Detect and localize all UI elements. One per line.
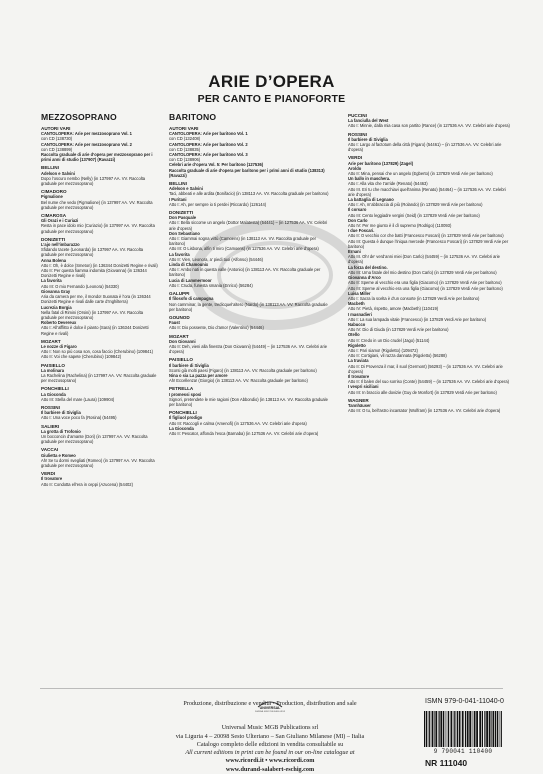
aria-entry: Atto II: Condotta ell’era in ceppi (Azucena) (54402) [41, 481, 133, 487]
aria-entry: Atto I: Non so più cosa son, cosa faccio (Cherubino) (109841) [41, 349, 153, 355]
aria-entry: Atto I: Minnie, dalla mia casa son partito (Rance) (in 127536 AA. VV. Celebri arie d’opera) [348, 123, 510, 129]
composer-name: AUTORI VARI [41, 126, 71, 131]
barcode-bar [434, 711, 435, 747]
aria-entry: Signori, pretendete le mie ragioni (Don Abbondio) (in 138113 AA. VV. Raccolta graduale per baritono) [169, 396, 328, 407]
work-title: Giovanna d’Arco [348, 275, 381, 281]
composer-name: GALUPPI [169, 291, 190, 297]
universal-logo-icon [255, 699, 285, 713]
aria-entry: con CD (138899) [41, 146, 73, 152]
aria-entry: Ah! Eccellenza! (Giorgio) (in 138113 AA. VV. Raccolta graduale per baritono) [169, 378, 308, 384]
barcode-bar [435, 711, 437, 747]
work-title: Ernani [348, 249, 361, 255]
aria-entry: Atto III: Raccogli e calma (Amenofi) (in 127536 AA. VV. Celebri arie d’opera) [169, 420, 307, 426]
aria-entry: Atto IV: Dio di Giuda (in 137829 Verdi Arie per baritono) [348, 327, 449, 333]
column-mezzosoprano [41, 110, 159, 487]
aria-entry: Atto III: O Lisbona, alfin ti miro (Camoens) (in 127536 AA. VV. Celebri arie d’opera) [169, 246, 319, 252]
aria-entry: Atto II: Credo in un Dio crudel (Jago) (51144) [348, 337, 430, 343]
aria-entry: Atto III: Speme al vecchio era una figlia (Giacomo) (in 137829 Verdi Arie per baritono) [348, 285, 503, 291]
composer-name: BELLINI [169, 181, 187, 187]
barcode-bar [462, 711, 464, 747]
composer-name: ROSSINI [348, 131, 367, 137]
voice-heading: BARITONO [169, 112, 217, 122]
aria-list [169, 126, 330, 436]
aria-entry: Atto I: Giammai sogna virtù (Camoens) (in 138113 AA. VV. Raccolta graduale per baritono) [169, 236, 316, 247]
aria-entry: Atto I: Oh, è dolce (Smeton) (in 136344 Donizetti Regine e rivali) [41, 262, 158, 268]
work-title: Nabucco [348, 321, 366, 327]
barcode-bar [429, 711, 430, 747]
work-title: La forza del destino. [348, 264, 388, 270]
column-baritono [169, 110, 330, 436]
barcode-bar [495, 711, 496, 747]
work-title: La traviata [348, 358, 369, 364]
barcode-bar [501, 711, 502, 747]
barcode-bar [467, 711, 469, 747]
composer-name: PAISIELLO [41, 362, 65, 368]
composer-name: BELLINI [41, 165, 59, 171]
composer-name: VERDI [41, 471, 56, 477]
aria-entry: Atto II: Dio possente, Dio d’amor (Valentino) (54446) [169, 325, 264, 331]
barcode-bar [476, 711, 478, 747]
work-title: Il trovatore [41, 476, 63, 482]
composer-name: VACCAI [41, 447, 59, 453]
aria-entry: Atto I: La sua lampada vitale (Francesco) (in 137829 Verdi Arie per baritono) [348, 316, 487, 322]
composer-name: AUTORI VARI [169, 126, 199, 131]
work-title: Raccolta graduale di arie d’opera per mezzosoprano per i primi anni di studio (137907) (Ravazzi) [41, 152, 153, 163]
composer-name: PUCCINI [348, 113, 367, 118]
work-title: Il corsaro [348, 207, 367, 213]
work-title: Il figliuol prodigo [169, 415, 203, 421]
composer-name: MOZART [169, 333, 189, 339]
barcode-bar [443, 711, 444, 747]
aria-entry: Atto IV: Per me giunto è il dì supremo (Rodrigo) (110093) [348, 223, 452, 229]
barcode-bar [428, 711, 429, 747]
production-line: Produzione, distribuzione e vendita • Production, distribution and sale [183, 700, 357, 707]
aria-entry: Bel nume che vedo (Pigmalione) (in 137997 AA. VV. Raccolta graduale per mezzosoprano) [41, 199, 153, 210]
aria-entry: Atto III. Oh! de’ verd’anni miei (Don Carlo) (54459) – (in 127536 AA. VV. Celebri arie d’opera) [348, 254, 500, 265]
composer-name: GOUNOD [169, 314, 190, 320]
aria-entry: Atto III: O tu, bell’astro incantator (Wolfram) (in 127536 AA. VV. Celebri arie d’opera) [348, 408, 501, 414]
work-title: La grotta di Trofonio [41, 428, 81, 434]
publisher-name: Universal Music MGB Publications srl [221, 724, 319, 732]
aria-entry: Resta in pace idolo mio (Curiazio) (in 137997 AA. VV. Raccolta graduale per mezzosoprano) [41, 223, 155, 234]
work-title: Il barbiere di Siviglia [41, 410, 81, 416]
work-title: La favorita [169, 251, 190, 257]
work-title: Un ballo in maschera. [348, 176, 391, 182]
aria-entry: Atto I: Ah, per sempre io ti perdei (Riccardo) (126144) [169, 201, 267, 207]
aria-entry: Atto I: All’afflitto è dolce il pianto (Sara) (in 136344 Donizetti Regine e rivali) [41, 325, 149, 336]
catalog-number: NR 111040 [425, 758, 468, 768]
aria-entry: Aria da camera per me, il mondo! Suonata è l’ora (in 136344 Donizetti Regine e rivali dalle carte d’Inghilterra) [41, 294, 151, 305]
work-title: Don Pasquale [169, 215, 197, 221]
barcode-bar [491, 711, 492, 747]
work-title: Don Carlo [348, 217, 368, 223]
work-title: La Gioconda [169, 425, 194, 431]
work-title: Giovanna Gray [41, 288, 71, 294]
aria-entry: Atto II: Deh, vieni alla finestra (Don Giovanni) (54449) – (in 127536 AA. VV. Celebri arie d’opera) [169, 343, 327, 355]
barcode-bar [424, 711, 425, 747]
barcode-bar [493, 711, 495, 747]
aria-entry: Ah! Se tu dormi svegliati (Romeo) (in 137997 AA. VV. Raccolta graduale per mezzosoprano) [41, 457, 155, 468]
work-title: Lucrezia Borgia [41, 304, 72, 310]
work-title: Aroldo [348, 165, 362, 171]
aria-entry: Atto III: In braccio alle dovizie (Guy de Monfort) (in 137829 Verdi Arie per baritono) [348, 389, 497, 395]
work-title: Adelson e Salvini [169, 186, 203, 192]
work-title: Il trovatore [348, 373, 370, 379]
aria-entry: Atto I: Largo al factotum della città (Figaro) (54461) – (in 127536 AA. VV. Celebri arie d’opera) [348, 142, 502, 153]
aria-entry: Atto I: Una voce poco fa (Rosina) (54495) [41, 415, 117, 421]
barcode-bar [497, 711, 498, 747]
work-title: Adelson e Salvini [41, 170, 75, 176]
aria-entry: Atto I: Alla vita che t’arride (Renato) (54463) [348, 181, 428, 187]
composer-name: DONIZETTI [169, 210, 194, 216]
work-title: La molinara [41, 367, 64, 373]
aria-entry: Un bocconcin d’amante (Dori) (in 137997 AA. VV. Raccolta graduale per mezzosoprano) [41, 433, 148, 445]
work-title: La favorita [41, 278, 62, 284]
work-title: I due Foscari. [348, 228, 375, 234]
work-title: CANTOLOPERA: Arie per baritono Vol. 3 [169, 152, 248, 158]
catalog-note-en: All current editions in print can be found in our on-line catalogue at [185, 749, 355, 757]
barcode-bar [451, 711, 453, 747]
work-title: Don Giovanni [169, 338, 196, 344]
work-title: Giulietta e Romeo [41, 452, 76, 458]
work-title: CANTOLOPERA: Arie per baritono Vol. 1 [169, 131, 248, 137]
composer-name: WAGNER [348, 397, 369, 403]
aria-list [348, 113, 510, 413]
work-title: Pigmalione [41, 194, 63, 200]
composer-name: PONCHIELLI [169, 410, 197, 416]
column-baritono-continued [348, 110, 510, 413]
publisher-address: via Liguria 4 – 20098 Sesto Ulteriano – San Giuliano Milanese (MI) – Italia [175, 732, 365, 740]
aria-entry: con CD (138835) [169, 146, 201, 152]
barcode-icon [420, 709, 506, 749]
voice-heading: MEZZOSOPRANO [41, 112, 117, 122]
aria-entry: Atto III: O mio Fernando (Leonora) (54330) [41, 283, 119, 289]
barcode-bar [459, 711, 461, 747]
work-title: Nina o sia La pazza per amore [169, 372, 228, 378]
barcode-digits: 9 790041 110400 [433, 748, 493, 755]
barcode-bar [439, 711, 440, 747]
aria-entry: con CD (138730) [41, 136, 73, 142]
ismn-code: ISMN 979-0-041-11040-0 [425, 698, 504, 705]
composer-name: ROSSINI [41, 404, 60, 410]
barcode-bar [472, 711, 473, 747]
aria-entry: Atto II: Vien, Leonora, a’ piedi tuoi (Alfonso) (54446) [169, 256, 263, 262]
barcode-bar [457, 711, 458, 747]
barcode-bar [447, 711, 448, 747]
work-title: Gli Orazi e i Curiazi [41, 218, 79, 224]
work-title: Arie per baritono (137829) (Zagel) [348, 160, 414, 166]
work-title: Raccolta graduale di arie d’opera per baritono per i primi anni di studio (138313) (Ravazzi) [169, 167, 325, 178]
work-title: CANTOLOPERA: Arie per mezzosoprano Vol. 1 [41, 131, 132, 137]
aria-entry: Atto II: Speme al vecchio era una figlia (Giacomo) (in 137829 Verdi Arie per baritono) [348, 280, 502, 286]
work-title: Lucia di Lammermoor [169, 277, 212, 283]
aria-entry: Atto II: Di Provenza il mar, il suol (Germont) (56293) – (in 127536 AA. VV. Celebri arie d’opera) [348, 363, 503, 374]
work-title: CANTOLOPERA: Arie per baritono Vol. 2 [169, 141, 248, 147]
composer-name: PETRELLA [169, 386, 194, 392]
composer-name: CIMAROSA [41, 213, 67, 219]
barcode-bar [426, 711, 427, 747]
work-title: Anna Bolena [41, 257, 67, 263]
barcode-bar [454, 711, 455, 747]
aria-entry: Atto I: Bella siccome un angelo (Dottor Malatesta) (54441) – (in 127536 AA. VV. Celebri arie d’opera) [169, 220, 328, 231]
aria-entry: Atto III: Questa è dunque l’iniqua mercede (Francesco Foscari) (in 137829 Verdi Arie per baritono) [348, 238, 509, 249]
composer-name: VERDI [348, 155, 363, 161]
aria-entry: Atto II: Per questa fiamma indomita (Giovanna) (in 136344 Donizetti Regine e rivali) [41, 268, 147, 279]
aria-entry: Taci, abbeati e alle ardita (Bonifacio) (in 138113 AA. VV. Raccolta graduale per baritono) [169, 191, 329, 197]
composer-name: SALIERI [41, 423, 60, 429]
barcode-bar [499, 711, 500, 747]
aria-entry: Atto I: Ah, m’abbraccia di più (Rolando) (in 137829 Verdi Arie per baritono) [348, 202, 483, 208]
aria-entry: Dopo l’oscuro nembo (Nelly) (in 137997 AA. VV. Raccolta graduale per mezzosoprano) [41, 175, 146, 187]
barcode-bar [456, 711, 457, 747]
work-title: Le nozze di Figaro [41, 343, 77, 349]
barcode-bar [448, 711, 449, 747]
aria-entry: Sfidando tacete (Leonarda) (in 137997 AA. VV. Raccolta graduale per mezzosoprano) [41, 247, 144, 258]
aria-entry: con CD (132408) [169, 136, 201, 142]
aria-entry: Atto II: O vecchio cor che batti (Francesco Foscari) (in 137829 Verdi Arie per baritono) [348, 233, 504, 239]
work-title: I vespri siciliani [348, 384, 379, 390]
work-title: Luisa Miller [348, 290, 371, 296]
page-title: ARIE D’OPERA [208, 72, 335, 91]
aria-entry: La Rachelina (Rachelina) (in 137997 AA. VV. Raccolta graduale per mezzosoprano) [41, 372, 157, 384]
composer-name: DONIZETTI [41, 236, 66, 242]
page-subtitle: PER CANTO E PIANOFORTE [197, 93, 346, 105]
aria-entry: Atto II: Il balen del suo sorriso (Conte) (54459) – (in 127536 AA. VV. Celebri arie d’opera) [348, 379, 509, 385]
work-title: I masnadieri [348, 311, 372, 317]
composer-name: PONCHIELLI [41, 386, 69, 392]
aria-entry: Atto I: Ambo nati in questa valle (Antonio) (in 138113 AA. VV. Raccolta graduale per baritono) [169, 267, 321, 278]
work-title: La Gioconda [41, 391, 66, 397]
barcode-bar [482, 711, 483, 747]
barcode-bar [465, 711, 466, 747]
website-link-1[interactable]: www.ricordi.it • www.ricordi.com [225, 757, 315, 765]
aria-list [41, 126, 159, 487]
barcode-bar [486, 711, 488, 747]
work-title: Linda di Chamounix [169, 262, 209, 268]
work-title: Don Sebastiano [169, 230, 200, 236]
work-title: Otello [348, 332, 360, 338]
work-title: Faust [169, 320, 180, 326]
work-title: L’ajo nell’imbarazzo [41, 242, 80, 248]
aria-entry: con CD (138906) [169, 157, 201, 163]
aria-entry: Atto II: Cortigiani, vil razza dannata (Rigoletto) (56288) [348, 353, 447, 359]
work-title: Il filosofo di campagna [169, 296, 214, 302]
barcode-bar [489, 711, 491, 747]
aria-entry: Non camminar, la gente, tredicquel’altero (Nardo) (in 138113 AA. VV. Raccolta graduale per baritono) [169, 301, 328, 312]
barcode-bar [445, 711, 446, 747]
composer-name: MOZART [41, 338, 61, 344]
aria-entry: Atto II: Voi che sapete (Cherubino) (109842) [41, 354, 122, 360]
barcode-bar [479, 711, 481, 747]
barcode-bar [484, 711, 485, 747]
aria-entry: Atto I: Pari siamo! (Rigoletto) (109472) [348, 347, 418, 353]
aria-entry: Scorsi già molti paesi (Figaro) (in 138113 AA. VV. Raccolta graduale per baritono) [169, 367, 317, 373]
aria-entry: Atto IV: Pietà, rispetto, amore (Macbeth) (110419) [348, 306, 439, 312]
work-title: I promessi sposi [169, 391, 202, 397]
website-link-2[interactable]: www.durand-salabert-eschig.com [225, 765, 315, 773]
aria-entry: Atto III. Eri tu che macchiavi quell’anima (Renato) (54464) – (in 127536 AA. VV. Celebri arie d’opera) [348, 186, 506, 197]
composer-name: PAISIELLO [169, 357, 193, 363]
logo-text: UNIVERSAL [259, 706, 281, 710]
barcode-bar [432, 711, 434, 747]
work-title: Tannhäuser [348, 402, 371, 408]
barcode-bar [474, 711, 476, 747]
work-title: Il barbiere di Siviglia [348, 136, 388, 142]
work-title: I Puritani [169, 196, 187, 202]
barcode-bar [469, 711, 471, 747]
aria-entry: Atto II: Mina, pensai che un angelo (Egberto) (in 137829 Verdi Arie per baritono) [348, 171, 493, 177]
composer-name: CIMADORO [41, 189, 67, 195]
aria-entry: Atto I: Cruda, funesta smania (Enrico) (56284) [169, 282, 253, 288]
work-title: Macbeth [348, 301, 365, 307]
barcode-bar [440, 711, 442, 747]
footer-divider [40, 688, 503, 689]
aria-entry: Atto I: Sacra la scelta è d’un consorte (in 137829 Verdi Arie per baritono) [348, 295, 480, 301]
catalog-note-it: Catalogo completo delle edizioni in vendita consultabile su [196, 740, 344, 748]
aria-entry: Atto III: Stella del mare (Laura) (109904) [41, 396, 115, 402]
logo-subtext: UNIVERSAL MUSIC PUBLISHING GROUP [255, 712, 285, 713]
work-title: CANTOLOPERA: Arie per mezzosoprano Vol. 2 [41, 141, 132, 147]
aria-entry: Nella fatal di Rimini (Orsini) (in 137997 AA. VV. Raccolta graduale per mezzosoprano) [41, 309, 144, 320]
aria-entry: Atto II: Pescator, affonda l’esca (Barnaba) (in 127536 AA. VV. Celebri arie d’opera) [169, 430, 319, 436]
work-title: Roberto Devereux [41, 320, 77, 326]
work-title: Il barbiere di Siviglia [169, 362, 209, 368]
work-title: La fanciulla del West [348, 118, 389, 124]
aria-entry: Atto III: Urna fatale del mio destino (Don Carlo) (in 137829 Verdi Arie per baritono) [348, 269, 497, 275]
aria-entry: Atto III: Cento leggiadre vergini (Seid) (in 137829 Verdi Arie per baritono) [348, 212, 480, 218]
work-title: Rigoletto [348, 342, 366, 348]
work-title: La battaglia di Legnano [348, 197, 394, 203]
work-title: Celebri arie d’opera Vol. 5: Per baritono (127536) [169, 162, 264, 168]
